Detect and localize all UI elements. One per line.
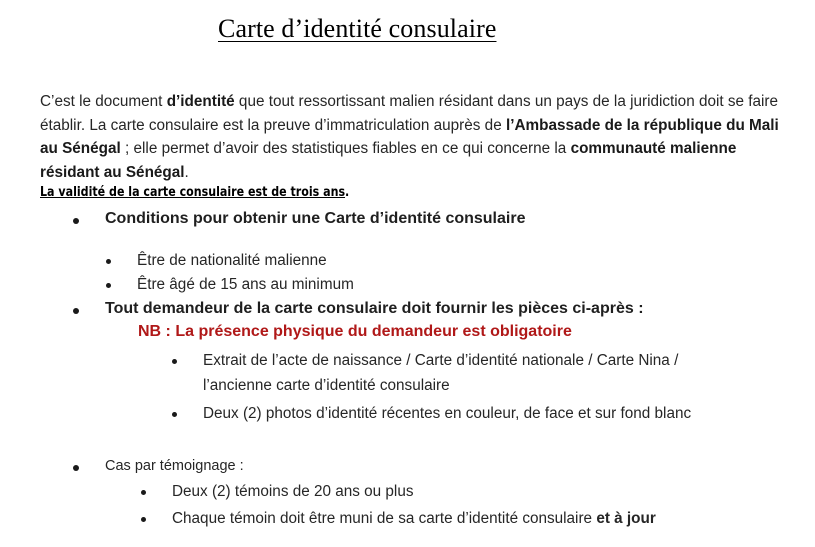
list-item-text: Extrait de l’acte de naissance / Carte d’identité nationale / Carte Nina /	[203, 352, 679, 369]
intro-text: que tout ressortissant malien résidant dans un pays de la juridiction doit se faire établir. La carte consulaire est la preuve d’immatriculation auprès de	[40, 93, 779, 134]
bullet-icon	[73, 218, 79, 224]
validity-note	[40, 184, 349, 200]
temoignage-heading: Cas par témoignage :	[105, 458, 244, 474]
conditions-heading-row	[0, 210, 815, 232]
list-item-text	[172, 510, 656, 528]
list-item-text-bold: et à jour	[596, 510, 656, 527]
list-item	[0, 405, 815, 425]
intro-bold: communauté malienne résidant au Sénégal	[40, 140, 737, 181]
bullet-icon	[141, 517, 146, 522]
intro-paragraph	[40, 90, 788, 184]
list-item	[0, 483, 815, 503]
bullet-icon	[73, 308, 79, 314]
list-item-text: Deux (2) photos d’identité récentes en couleur, de face et sur fond blanc	[203, 405, 692, 422]
validity-end: .	[345, 184, 350, 200]
bullet-icon	[172, 412, 177, 417]
list-item	[0, 510, 815, 530]
validity-text: La validité de la carte consulaire est de trois ans	[40, 184, 346, 200]
pieces-heading: Tout demandeur de la carte consulaire doit fournir les pièces ci-après :	[105, 300, 644, 317]
list-item	[0, 252, 815, 272]
temoignage-heading-row	[0, 458, 815, 478]
list-item-text-continued: l’ancienne carte d’identité consulaire	[203, 377, 450, 394]
bullet-icon	[73, 465, 79, 471]
nb-notice: NB : La présence physique du demandeur est obligatoire	[138, 323, 572, 340]
bullet-icon	[172, 359, 177, 364]
pieces-heading-row	[0, 300, 815, 322]
conditions-heading: Conditions pour obtenir une Carte d’identité consulaire	[105, 210, 526, 227]
list-item-text: Être de nationalité malienne	[137, 252, 327, 269]
intro-bold: d’identité	[166, 93, 235, 110]
bullet-icon	[141, 490, 146, 495]
intro-bold: l’Ambassade de la république du Mali au Sénégal	[40, 116, 779, 157]
intro-text: .	[184, 163, 189, 181]
list-item-text: Deux (2) témoins de 20 ans ou plus	[172, 483, 414, 500]
page-title: Carte d’identité consulaire	[218, 14, 497, 43]
list-item-text-main: Chaque témoin doit être muni de sa carte d’identité consulaire	[172, 510, 597, 527]
list-item	[0, 276, 815, 296]
list-item-text: Être âgé de 15 ans au minimum	[137, 276, 354, 293]
intro-text: ; elle permet d’avoir des statistiques fiables en ce qui concerne la	[120, 140, 571, 157]
bullet-icon	[106, 259, 111, 264]
bullet-icon	[106, 283, 111, 288]
list-item	[0, 352, 815, 398]
intro-text: C’est le document	[40, 93, 167, 110]
